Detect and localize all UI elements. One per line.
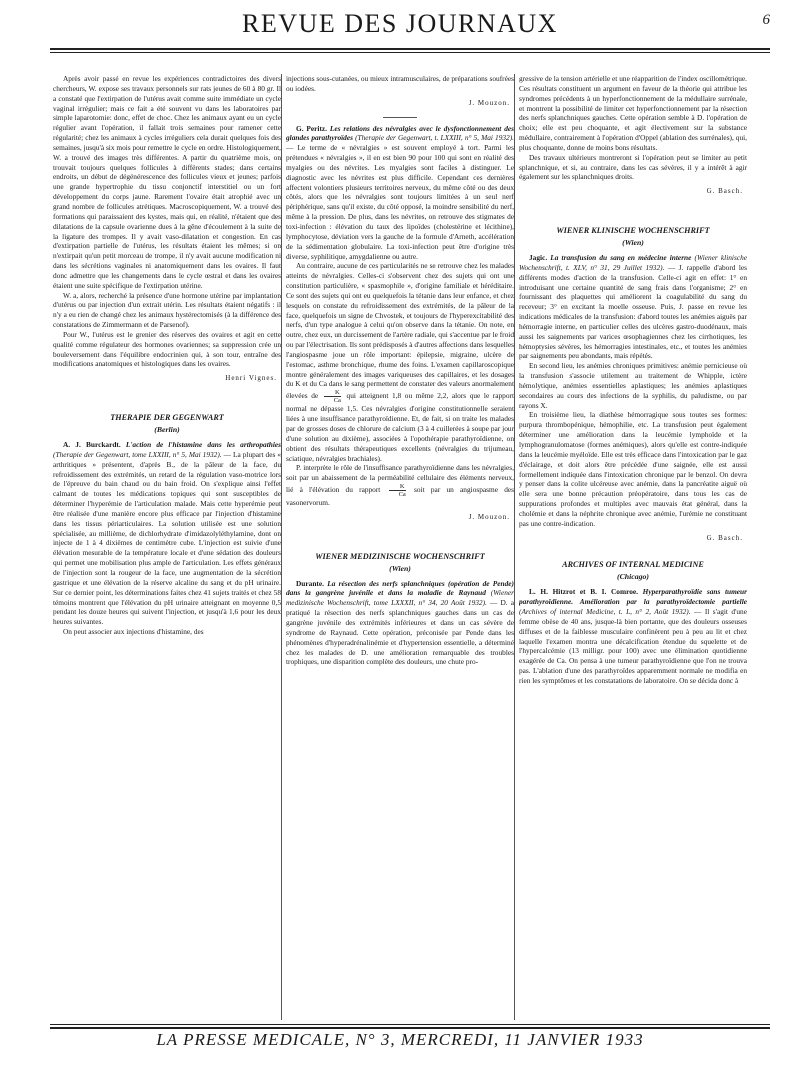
paragraph: gressive de la tension artérielle et une réapparition de l'index oscillométrique. Ces résultats constituent un argument en faveur de la théorie qui attribue les syndromes précédents à un hyperfonctionnement de la médullaire surrénale, et montrent la possibilité de limiter cet hyperfonctionnement par la résection des nerfs splanchniques gauches. Cette opération semble à D. l'opération de choix; elle est peu choquante, et agit électivement sur la substance médullaire, contrairement à l'opération d'Oppel (ablation des surrénales), qui, plus choquante, donne de moins bons résultats. (519, 74, 747, 152)
journal-city: (Wien) (622, 238, 644, 248)
article-reference: (Wiener klinische Wochenschrift, t. XLV, n° 31, 29 Juillet 1932). (519, 252, 747, 272)
article-author: L. H. Hitzrot et B. I. Comroe. (529, 587, 638, 597)
paragraph: En second lieu, les anémies chroniques primitives: anémie pernicieuse où la transfusion s'associe utilement au traitement de Whipple, ictère hémolytique, anémies essentielles aplastiques; les anémies aplastiques secondaires au cours des infections de la syphilis, du paludisme, ou par rayons X. (519, 361, 747, 410)
journal-city: (Berlin) (154, 425, 180, 435)
paragraph: injections sous-cutanées, ou mieux intramusculaires, de préparations soufrées ou iodées. (286, 74, 514, 93)
article-author: A. J. Burckardt. (63, 440, 121, 449)
author-signature: J. Mouzon. (468, 98, 510, 107)
article (53, 440, 281, 627)
footer-journal-issue: LA PRESSE MEDICALE, N° 3, MERCREDI, 11 JANVIER 1933 (156, 1030, 644, 1049)
column-3 (519, 74, 747, 1020)
paragraph: On peut associer aux injections d'histamine, des (63, 627, 204, 637)
article-title: La résection des nerfs splanchniques (opération de Pende) dans la gangrène juvénile et dans la maladie de Raynaud (286, 578, 514, 598)
article-body: — J. rappelle d'abord les différents modes d'action de la transfusion. Celle-ci agit en effet: 1° en introduisant une certaine quantité de sang frais dans l'organisme; 2° en fournissant des plaquettes qui améliorent la coagulabilité du sang du receveur; 3° en excitant la moelle osseuse. Puis, J. passe en revue les indications médicales de la transfusion: d'abord toutes les anémies aiguës par hémorragie interne, en particulier celles des ulcères gastro-duodénaux, mais aussi les saignements par varices œsophagiennes chez les cirrhotiques, les hémoptysies sévères, les hémorragies intestinales, etc., et toutes les anémies par saignements peu abondants, mais répétés. (519, 262, 747, 361)
header-rule-thin (50, 52, 770, 53)
article-title: La transfusion du sang en médecine interne (550, 252, 692, 262)
header-rule (50, 48, 770, 50)
article (286, 124, 514, 262)
paragraph: Des travaux ultérieurs montreront si l'opération peut se limiter au petit splanchnique, et si, au contraire, dans les cas sévères, il y a intérêt à agir également sur les splanchniques droits. (519, 152, 747, 182)
article-title: Les relations des névralgies avec le dysfonctionnement des glandes parathyroïdes (286, 123, 514, 143)
column-divider (281, 74, 282, 1020)
paragraph: W. a, alors, recherché la présence d'une hormone utérine par implantation d'utérus ou par injection d'un extrait utérin. Les résultats étaient négatifs : il n'y a eu rien de changé chez les animaux hystérectomisés (à la différence des constatations de Zimmermann et de Parsenof). (53, 290, 281, 330)
article-reference: (Wiener medizinische Wochenschrift, tome LXXXII, n° 34, 20 Août 1932). (286, 588, 514, 608)
article-body: — La plupart des « arthritiques » présentent, d'après B., de la pâleur de la face, du refroidissement des extrémités, un retard de la régulation vaso-motrice lors de l'épreuve du bain chaud ou du bain froid. On s'explique ainsi l'effet calmant de toutes les médications topiques qui sont susceptibles de déterminer l'hyperémie de l'articulation malade. Mais cette hyperémie peut être réalisée d'une manière encore plus efficace par l'injection d'histamine dans les tissus périarticulaires. La solution utilisée est une solution spécialisée, au millième, de dichlorhydrate d'imidazolyléthylamine, dont on injecte de 1 à 4 dixièmes de centimètre cube. L'injection est suivie d'une élévation mesurable de la température locale et d'une sédation des douleurs qui permet une mobilisation plus ample de l'articulation. Les effets généraux de l'injection sont la rougeur de la face, une augmentation de la sécrétion gastrique et une élévation de la réserve alcaline du sang et du pH urinaire. Sur ce dernier point, les déterminations faites chez 41 sujets traités et chez 58 témoins montrent que l'élévation du pH urinaire atteignant en moyenne 0,5 pendant les douze heures qui suivent l'injection, et jusqu'à 1,6 pour les deux heures suivantes. (53, 449, 281, 627)
article-body: — Le terme de « névralgies » est souvent employé à tort. Parmi les prétendues « névralgies », il en est bien 90 pour 100 qui sont en réalité des myalgies ou des névrites. Les myalgies sont faciles à distinguer. Le diagnostic avec les névrites est plus difficile. Cependant ces dernières affectent volontiers plusieurs territoires nerveux, du même côté ou des deux côtés, alors que les névralgies sont toujours limitées à un seul nerf périphérique, sans qu'il existe, du côté opposé, la moindre sensibilité du nerf, même à la pression. De plus, dans les névrites, on retrouve des stigmates de toxi-infection : élévation du taux des lipoïdes (cholestérine et lécithine), lymphocytose, déviation vers la gauche de la formule d'Arneth, accélération de la sédimentation globulaire. La toxi-infection peut être d'origine très diverse, syphilitique, amygdalienne ou autre. (286, 143, 514, 261)
page-number: 6 (762, 12, 770, 28)
paragraph (286, 463, 514, 508)
author-signature: Henri Vignes. (225, 374, 277, 383)
paragraph: Pour W., l'utérus est le grenier des réserves des ovaires et agit en cette qualité comme régulateur des hormones ovariennes; sa suppression crée un bouleversement dans l'équilibre endocrinien qui, à son tour, entraîne des modifications anatomiques et histologiques dans les ovaires. (53, 329, 281, 369)
author-signature: G. Basch. (706, 187, 743, 196)
paragraph (286, 261, 514, 463)
fraction-denominator: Ca (324, 396, 341, 404)
article-body: — Il s'agit d'une femme obèse de 40 ans, jusque-là bien portante, que des douleurs osseuses diffuses et de la faiblesse musculaire confinèrent peu à peu au lit et chez laquelle l'examen montra une décalcification étendue du squelette et de l'hypercalcémie (13 milligr. pour 100) avec une élimination quotidienne exagérée de Ca. On pensa à une tumeur parathyroïdienne que l'on ne trouva pas. L'ablation d'une des parathyroïdes apparemment normale ne modifia en rien les symptômes et les constatations de laboratoire. On se décida donc à (519, 606, 747, 685)
article-separator (383, 117, 417, 118)
column-divider (514, 74, 515, 1020)
article-body: — D. a pratiqué la résection des nerfs splanchniques gauches dans un cas de gangrène juvénile des extrémités inférieures et dans un cas sévère de syndrome de Raynaud. Cette opération, préconisée par Pende dans les phénomènes d'hyperadrénalinémie et d'hypertension essentielle, a déterminé chez les malades de D. une amélioration remarquable des troubles trophiques, une disparition complète des douleurs, une chute pro- (286, 598, 514, 667)
article-title: L'action de l'histamine dans les arthropathies (125, 440, 281, 449)
footer-rule-thin (50, 1024, 770, 1025)
journal-heading: WIENER KLINISCHE WOCHENSCHRIFT (556, 226, 710, 236)
journal-section-title: REVUE DES JOURNAUX (242, 9, 558, 38)
article-title: Hyperparathyroïdie sans tumeur parathyroïdienne. Amélioration par la parathyroïdectomie partielle (519, 587, 747, 607)
paragraph-text: qui atteignent 1,8 ou même 2,2, alors que le rapport normal ne dépasse 1,5. Ces névralgies d'origine constitutionnelle seraient liées à une insuffisance parathyroïdienne. Et, de fait, si on traite les malades par de grosses doses de chlorure de calcium (3 à 4 cuillerées à soupe par jour d'une solution au dixième), associées à l'opothérapie parathyroïdienne, on obtient des résultats thérapeutiques excellents (névralgies du trijumeau, sciatique, névralgies brachiales). (286, 391, 514, 463)
paragraph-text: soit par un angiospasme des vasonervorum. (286, 485, 514, 508)
journal-city: (Wien) (389, 563, 411, 573)
fraction-k-ca (324, 389, 341, 404)
paragraph: Après avoir passé en revue les expériences contradictoires des divers chercheurs, W. expose ses travaux personnels sur rats jeunes de 60 à 80 gr. Il a constaté que l'extirpation de l'utérus avait comme suite immédiate un cycle vaginal irrégulier; mais ce fait a été souvent vu dans les laboratoires par simple laparotomie: donc, effet de choc. Chez les animaux ayant eu un cycle régulier avant l'opération, il fallait trois semaines pour ramener cette régularité; chez les animaux à cycles irréguliers cela durait quelques fois des semaines, jusqu'à six mois pour remettre le cycle en ordre. Histologiquement, W. a trouvé des images très différentes. A partir du quatrième mois, on trouvait toujours quelques follicules à différents stades; dans certains endroits, un début de dégénérescence des follicules vieux et jeunes; parfois une grande hypertrophie du tissu conjonctif interstitiel ou un fort développement du corps jaune. Rarement l'ovaire était atrophié avec un grand nombre de follicules atrétiques. Macroscopiquement, W. a trouvé des formations qui paraissaient des kystes, mais qui, en réalité, n'étaient que des dilatations de la capsule ovarienne dues à la gêne d'écoulement à la suite de la ligature des trompes. Il y avait vaso-dilatation et congestion. En cas d'extirpation partielle de l'utérus, les résultats étaient les mêmes; si on n'extirpait qu'un petit morceau de trompe, il n'y avait aucune modification ni dans les sécrétions vaginales ni anatomiquement dans les ovaires. Il faut donc admettre que les changements dans le cycle œstral et dans les ovaires étaient une suite spécifique de l'extirpation utérine. (53, 74, 281, 290)
column-2 (286, 74, 514, 1020)
journal-city: (Chicago) (616, 572, 650, 582)
column-1 (53, 74, 281, 1020)
paragraph-text: P. interprète le rôle de l'insuffisance parathyroïdienne dans les névralgies, soit par un abaissement de la perméabilité cellulaire des éléments nerveux, lié à l'élévation du rapport (286, 463, 514, 495)
article-reference: (Archives of internal Medicine, t. L, n° 2, Août 1932). (519, 606, 691, 616)
paragraph-text: Au contraire, aucune de ces particularités ne se retrouve chez les malades atteints de névralgies. Celles-ci s'observent chez des sujets qui ont une constitution particulière, « spasmophile », d'origine familiale et héréditaire. Ce sont des sujets qui ont eu quelquefois la tétanie dans leur enfance, et chez lesquels on constate du refroidissement des extrémités, de la pâleur de la face, quelquefois un signe de Chvostek, et toujours de l'hyperexcitabilité des nerfs, d'un type analogue à celui qu'on observe dans la tétanie. On note, en outre, chez eux, un durcissement de l'artère radiale, qui s'accentue par le froid ou par l'électrisation. Ils sont prédisposés à d'autres affections dans lesquelles l'angiospasme joue un rôle important: épilepsie, migraine, ulcère de l'estomac, asthme bronchique, rhume des foins. L'examen capillaroscopique montre généralement des images variqueuses des capillaires, et les dosages du K et du Ca dans le sang permettent de constater des valeurs anormalement élevées de (286, 261, 514, 401)
article (519, 587, 747, 685)
footer-rule (50, 1027, 770, 1029)
journal-heading: WIENER MEDIZINISCHE WOCHENSCHRIFT (315, 551, 485, 561)
journal-heading: THERAPIE DER GEGENWART (110, 413, 224, 423)
article-reference: (Therapie der Gegenwart, tome LXXIII, n° 5, Mai 1932). (53, 449, 222, 459)
article (286, 579, 514, 668)
article-author: Jagic. (529, 252, 548, 262)
article-reference: (Therapie der Gegenwart, t. LXXIII, n° 5, Mai 1932). (355, 133, 514, 143)
fraction-numerator: K (334, 389, 340, 397)
paragraph: En troisième lieu, la diathèse hémorragique sous toutes ses formes: purpura thrombopénique, hémophilie, etc. La transfusion peut également déterminer une amélioration dans la leucémie lymphoïde et la lymphogranulomatose (formes anémiques), alors qu'elle est contre-indiquée dans la leucémie myéloïde. Elle est très efficace dans l'intoxication par le gaz d'éclairage, et doit alors être précédée d'une saignée, elle est aussi formellement indiquée dans l'intoxication chronique par le benzol. On devra y penser dans la colite ulcéreuse avec anémie, dans la pancréatite aiguë où elle sera une bonne précaution préopératoire, dans tous les cas de suppurations profondes et multiples avec mauvais état général, dans la cholémie et dans la néphrite chronique avec anémie, l'urémie ne constituant pas une contre-indication. (519, 410, 747, 528)
author-signature: G. Basch. (706, 533, 743, 542)
fraction-denominator: Ca (389, 490, 406, 498)
fraction-k-ca (389, 483, 406, 498)
fraction-numerator: K (399, 483, 405, 491)
author-signature: J. Mouzon. (468, 512, 510, 521)
article (519, 253, 747, 361)
journal-heading: ARCHIVES OF INTERNAL MEDICINE (562, 560, 704, 570)
article-author: G. Peritz. (296, 123, 328, 133)
article-author: Durante. (296, 578, 324, 588)
